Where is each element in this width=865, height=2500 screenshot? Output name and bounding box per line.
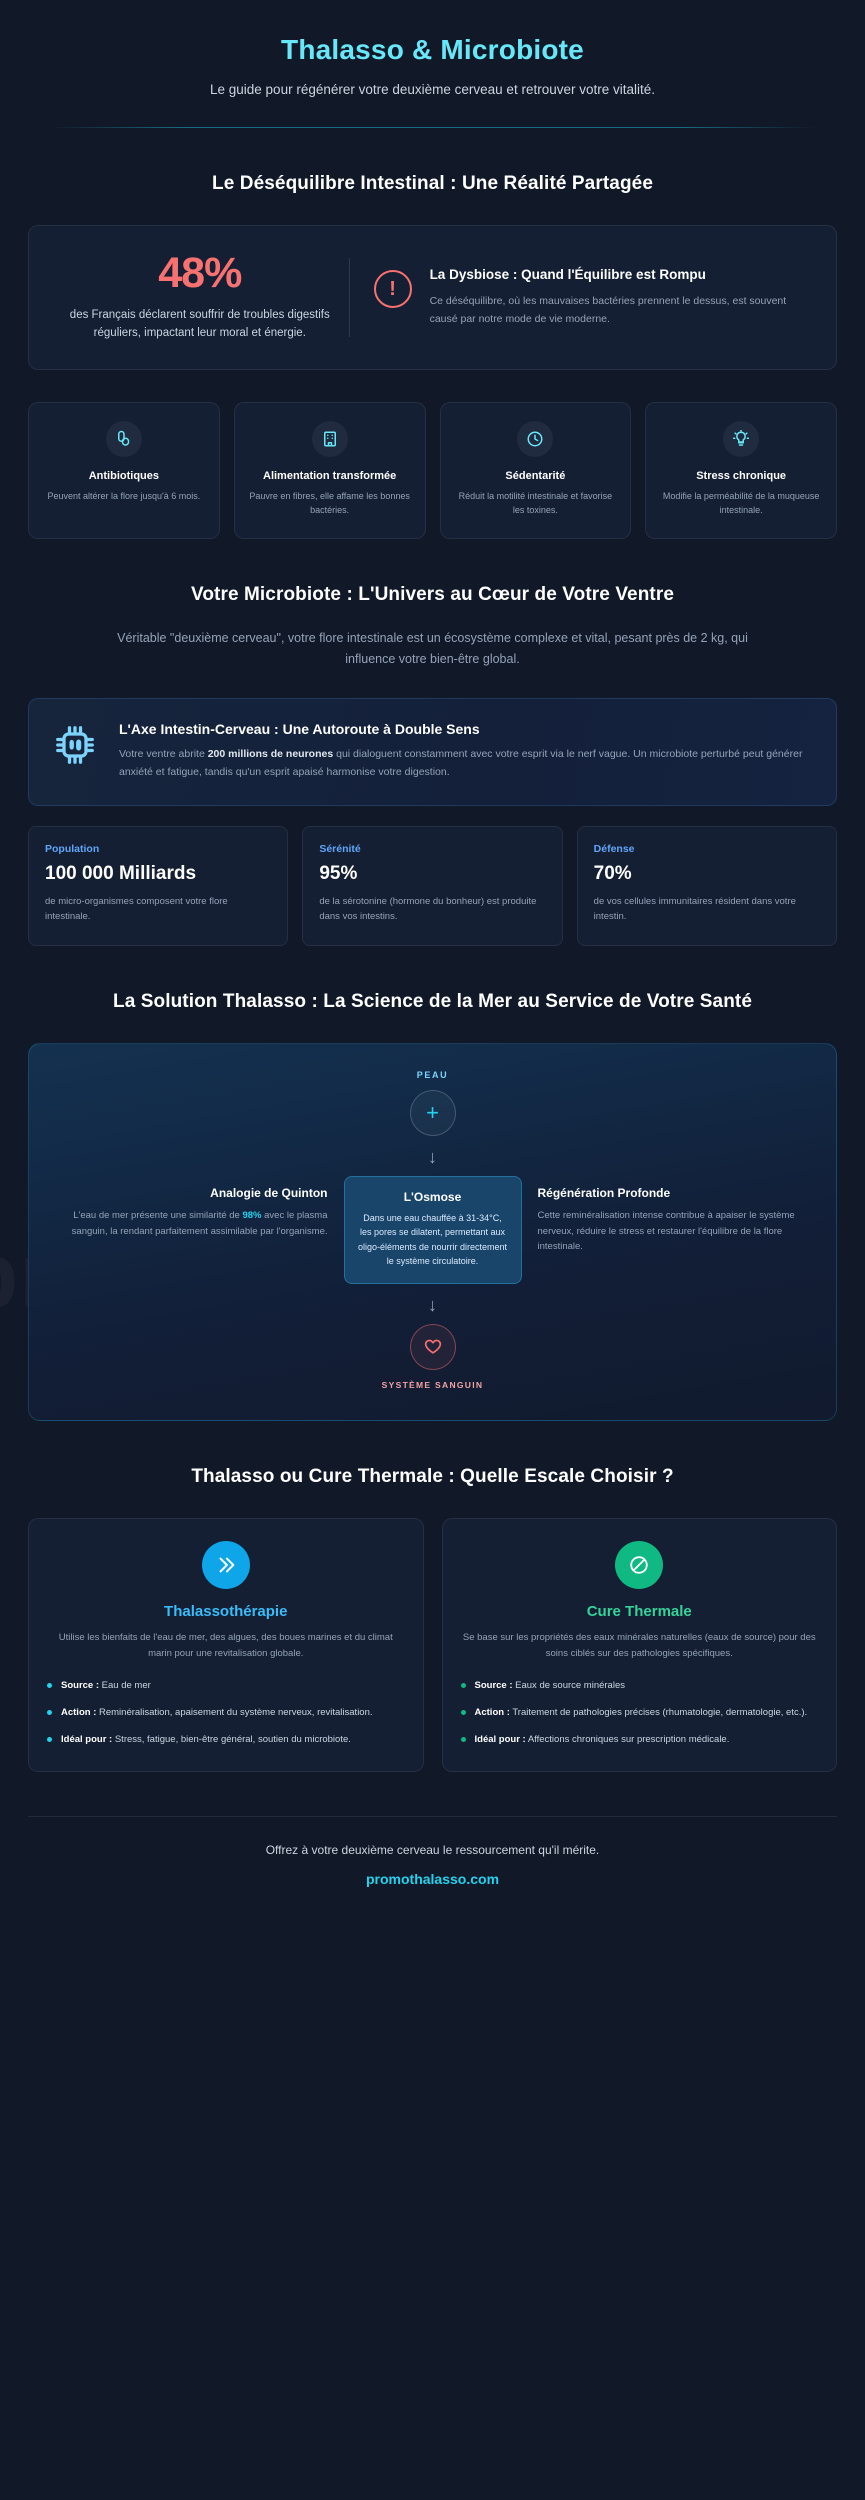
axis-body-p1: Votre ventre abrite — [119, 747, 208, 760]
list-item-label: Source : — [61, 1679, 100, 1691]
regeneration-heading: Régénération Profonde — [537, 1186, 671, 1201]
regeneration-body: Cette reminéralisation intense contribue à apaiser le système nerveux, réduire le stress et restaurer l'équilibre de la flore intestinale. — [537, 1210, 795, 1253]
cause-title: Antibiotiques — [88, 470, 160, 483]
stat-card-defense — [577, 826, 837, 945]
pill-capsule-icon — [106, 421, 142, 457]
compare-card-cure-thermale — [442, 1518, 838, 1772]
leaf-circle-icon — [615, 1541, 663, 1589]
quinton-body-p2: avec le plasma sanguin, la rendant parfaitement assimilable par l'organisme. — [71, 1210, 328, 1237]
list-item — [461, 1732, 819, 1747]
arrow-down-icon-bottom: ↓ — [428, 1294, 437, 1315]
cause-desc: Modifie la perméabilité de la muqueuse intestinale. — [662, 490, 820, 515]
axis-intestin-cerveau-panel — [28, 698, 837, 807]
dysbiose-heading: La Dysbiose : Quand l'Équilibre est Rompu — [429, 267, 706, 283]
stat-value: 100 000 Milliards — [45, 863, 197, 885]
compare-blurb: Se base sur les propriétés des eaux minérales naturelles (eaux de source) pour des soins ciblés sur des pathologies spécifiques. — [462, 1632, 816, 1659]
compare-list — [47, 1678, 405, 1748]
cause-desc: Réduit la motilité intestinale et favorise les toxines. — [458, 490, 613, 515]
plus-glyph: + — [426, 1100, 439, 1126]
alert-glyph: ! — [389, 278, 396, 301]
list-item-text: Reminéralisation, apaisement du système nerveux, revitalisation. — [96, 1706, 373, 1718]
compare-card-thalassotherapie — [28, 1518, 424, 1772]
alert-exclamation-icon — [374, 270, 412, 308]
clock-icon — [517, 421, 553, 457]
cause-title: Stress chronique — [696, 470, 787, 483]
stat-label: Population — [45, 843, 100, 856]
hero-stat-value: 48% — [158, 249, 242, 298]
list-item-label: Idéal pour : — [61, 1733, 113, 1745]
diagram-quinton-block — [55, 1176, 328, 1239]
section2-title: Votre Microbiote : L'Univers au Cœur de Votre Ventre — [190, 583, 675, 605]
cause-card-alimentation — [234, 402, 426, 539]
section4-title: Thalasso ou Cure Thermale : Quelle Escale Choisir ? — [191, 1465, 674, 1487]
list-item — [47, 1705, 405, 1720]
list-item-label: Action : — [474, 1706, 510, 1718]
list-item-label: Idéal pour : — [474, 1733, 526, 1745]
dysbiose-text — [430, 266, 810, 329]
stat-desc: de vos cellules immunitaires résident dans votre intestin. — [593, 896, 796, 923]
axis-body-p2: qui dialoguent constamment avec votre esprit via le nerf vague. Un microbiote perturbé peut générer anxiété et fatigue, tandis qu'un esprit apaisé harmonise votre digestion. — [119, 747, 803, 778]
double-chevron-right-icon — [202, 1541, 250, 1589]
section2-subtitle: Véritable "deuxième cerveau", votre flore intestinale est un écosystème complexe et vital, pesant près de 2 kg, qui influence votre bien-être global. — [117, 631, 748, 666]
axis-body — [119, 745, 812, 782]
section1-title: Le Déséquilibre Intestinal : Une Réalité Partagée — [212, 172, 653, 194]
page-footer — [28, 1816, 837, 1921]
section-comparaison — [28, 1421, 837, 1772]
stat-value: 70% — [593, 863, 632, 885]
quinton-highlight: 98% — [242, 1210, 262, 1222]
heart-icon — [410, 1324, 456, 1370]
list-item-text: Affections chroniques sur prescription médicale. — [525, 1733, 730, 1745]
cause-card-sedentarite — [440, 402, 632, 539]
page-header — [28, 0, 837, 128]
compare-blurb: Utilise les bienfaits de l'eau de mer, des algues, des boues marines et du climat marin pour une revitalisation globale. — [58, 1632, 393, 1659]
stat-label: Défense — [593, 843, 635, 856]
arrow-down-icon-top: ↓ — [428, 1147, 437, 1168]
dysbiose-body: Ce déséquilibre, où les mauvaises bactéries prennent le dessus, est souvent causé par notre mode de vie moderne. — [429, 295, 787, 326]
footer-tagline: Offrez à votre deuxième cerveau le ressourcement qu'il mérite. — [265, 1843, 600, 1858]
list-item-text: Eaux de source minérales — [512, 1679, 625, 1691]
cause-desc: Peuvent altérer la flore jusqu'à 6 mois. — [47, 490, 201, 501]
section-desequilibre — [28, 128, 837, 539]
list-item-text: Traitement de pathologies précises (rhumatologie, dermatologie, etc.). — [509, 1706, 808, 1718]
list-item-text: Stress, fatigue, bien-être général, soutien du microbiote. — [112, 1733, 351, 1745]
section-solution-thalasso — [28, 946, 837, 1421]
hero-stat-panel — [28, 225, 837, 370]
comparison-grid — [28, 1518, 837, 1772]
footer-site-link[interactable]: promothalasso.com — [365, 1871, 500, 1888]
cause-card-stress — [645, 402, 837, 539]
lightbulb-idea-icon — [723, 421, 759, 457]
list-item — [461, 1705, 819, 1720]
list-item — [461, 1678, 819, 1693]
list-item — [47, 1732, 405, 1747]
list-item — [47, 1678, 405, 1693]
list-item-text: Eau de mer — [99, 1679, 151, 1691]
compare-title: Cure Thermale — [586, 1603, 692, 1621]
stat-desc: de micro-organismes composent votre flore intestinale. — [45, 896, 228, 923]
osmose-box — [344, 1176, 522, 1284]
diagram-regeneration-block — [538, 1176, 811, 1255]
dysbiose-block — [350, 266, 814, 329]
section-microbiote — [28, 539, 837, 946]
list-item-label: Action : — [61, 1706, 97, 1718]
cause-card-antibiotiques — [28, 402, 220, 539]
quinton-body-p1: L'eau de mer présente une similarité de — [73, 1210, 243, 1222]
page-subtitle: Le guide pour régénérer votre deuxième cerveau et retrouver votre vitalité. — [210, 82, 655, 97]
compare-list — [461, 1678, 819, 1748]
diagram-blood-label: SYSTÈME SANGUIN — [381, 1379, 484, 1390]
section3-title: La Solution Thalasso : La Science de la Mer au Service de Votre Santé — [112, 990, 753, 1012]
list-item-label: Source : — [474, 1679, 513, 1691]
stat-value: 95% — [319, 863, 358, 885]
cause-title: Alimentation transformée — [263, 470, 397, 483]
quinton-heading: Analogie de Quinton — [210, 1186, 328, 1201]
causes-grid — [28, 402, 837, 539]
axis-text-block — [119, 721, 812, 782]
quinton-body — [55, 1208, 328, 1239]
axis-body-highlight: 200 millions de neurones — [207, 747, 334, 760]
hero-stat-block — [51, 249, 349, 343]
stat-label: Sérénité — [319, 843, 361, 856]
microbiote-stats-grid — [28, 826, 837, 945]
stat-desc: de la sérotonine (hormone du bonheur) est produite dans vos intestins. — [319, 896, 537, 923]
osmose-heading: L'Osmose — [403, 1190, 462, 1205]
plus-cross-icon — [410, 1090, 456, 1136]
factory-building-icon — [312, 421, 348, 457]
compare-title: Thalassothérapie — [164, 1603, 288, 1621]
page-title: Thalasso & Microbiote — [281, 34, 584, 65]
stat-card-population — [28, 826, 288, 945]
hero-stat-description: des Français déclarent souffrir de troubles digestifs réguliers, impactant leur moral et énergie. — [69, 309, 330, 340]
microchip-brain-icon — [53, 723, 97, 772]
diagram-middle-row — [55, 1176, 810, 1284]
osmose-body: Dans une eau chauffée à 31-34°C, les pores se dilatent, permettant aux oligo-éléments de nourrir directement le système circulatoire. — [357, 1213, 508, 1267]
stat-card-serenite — [302, 826, 562, 945]
axis-heading: L'Axe Intestin-Cerveau : Une Autoroute à Double Sens — [119, 720, 480, 737]
diagram-skin-label: PEAU — [416, 1070, 449, 1081]
cause-title: Sédentarité — [505, 470, 566, 483]
osmosis-diagram — [28, 1043, 837, 1421]
cause-desc: Pauvre en fibres, elle affame les bonnes bactéries. — [249, 490, 410, 515]
